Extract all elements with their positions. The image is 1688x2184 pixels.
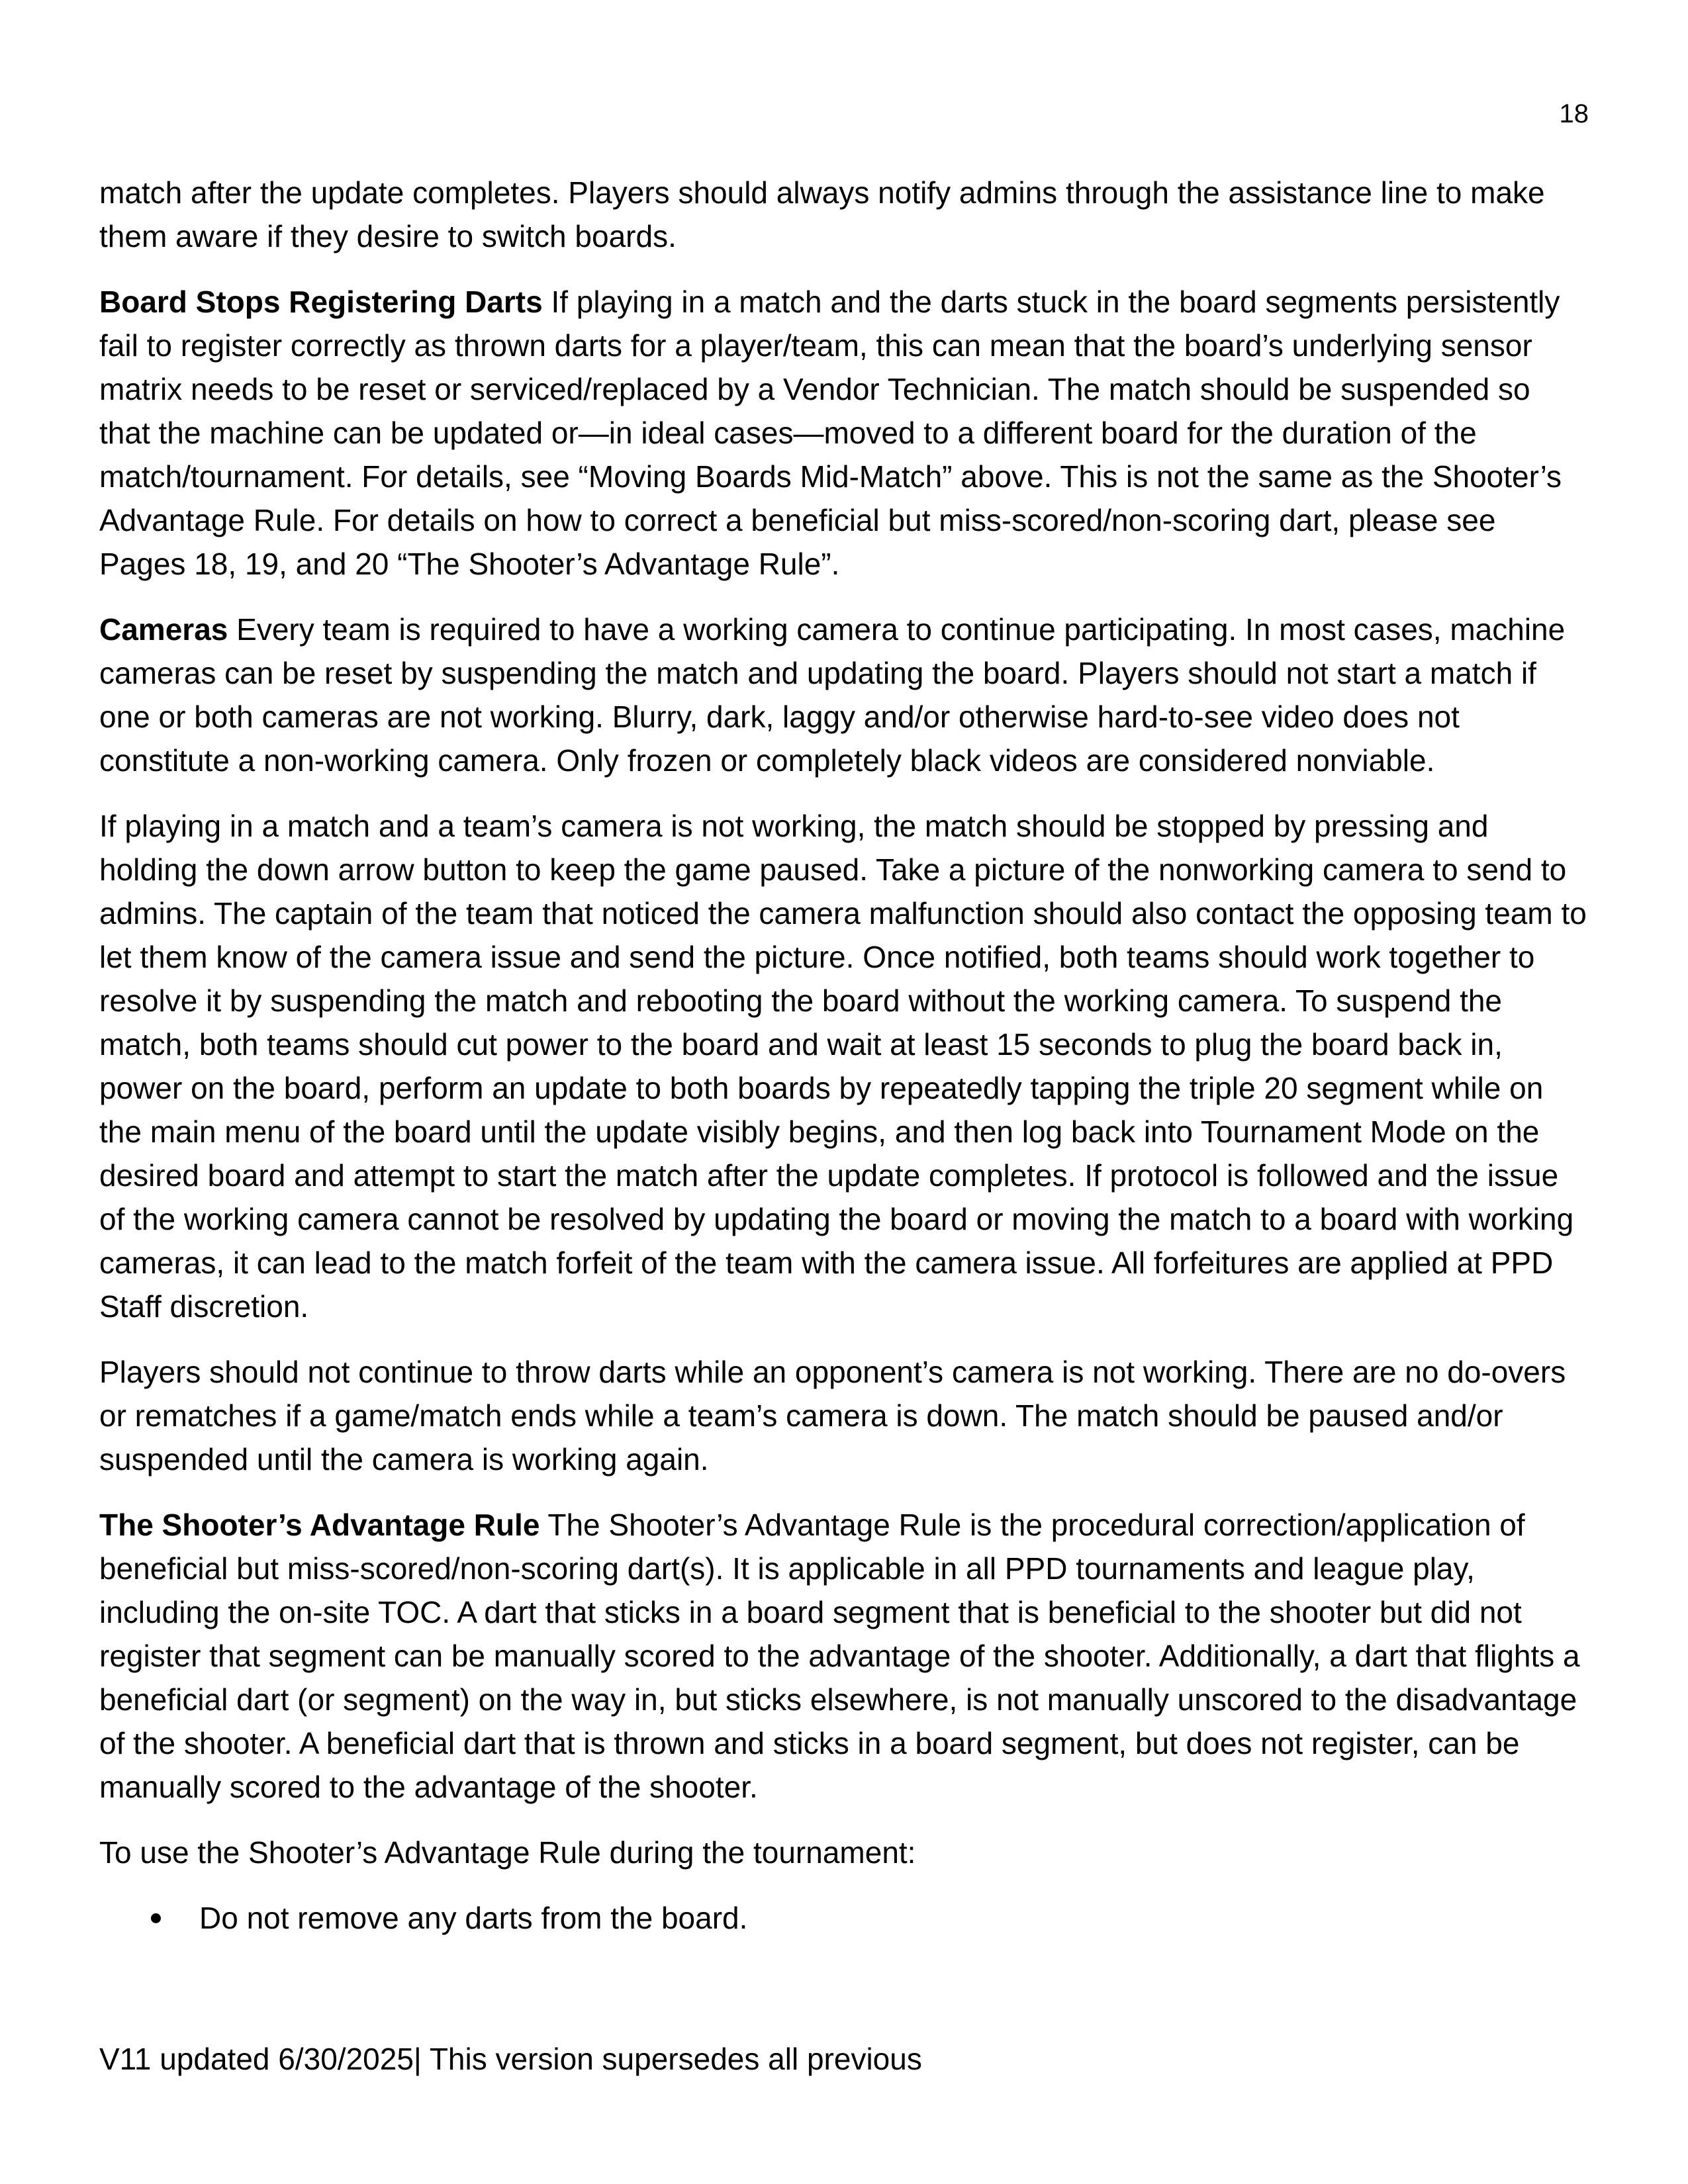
page-footer: V11 updated 6/30/2025| This version supersedes all previous (99, 2042, 922, 2076)
page-number: 18 (1559, 99, 1589, 128)
paragraph-shooters-advantage (99, 1503, 1589, 1809)
bullet-list (99, 1896, 1589, 1940)
bullet-icon (151, 1913, 161, 1923)
paragraph (99, 804, 1589, 1328)
bullet-text: Do not remove any darts from the board. (199, 1901, 748, 1935)
paragraph-board-stops-registering (99, 280, 1589, 586)
document-body (99, 171, 1589, 1940)
paragraph-text: If playing in a match and the darts stuck in the board segments persistently fail to register correctly as thrown darts for a player/team, this can mean that the board’s underlying sensor matrix needs to be reset or serviced/replaced by a Vendor Technician. The match should be suspended so that the machine can be updated or—in ideal cases—moved to a different board for the duration of the match/tournament. For details, see “Moving Boards Mid-Match” above. This is not the same as the Shooter’s Advantage Rule. For details on how to correct a beneficial but miss-scored/non-scoring dart, please see Pages 18, 19, and 20 “The Shooter’s Advantage Rule”. (99, 285, 1562, 581)
paragraph-heading: Cameras (99, 612, 228, 647)
paragraph-text: match after the update completes. Players should always notify admins through the assistance line to make them aware if they desire to switch boards. (99, 175, 1545, 253)
paragraph-text: The Shooter’s Advantage Rule is the procedural correction/application of beneficial but miss-scored/non-scoring dart(s). It is applicable in all PPD tournaments and league play, including the on-site TOC. A dart that sticks in a board segment that is beneficial to the shooter but did not register that segment can be manually scored to the advantage of the shooter. Additionally, a dart that flights a beneficial dart (or segment) on the way in, but sticks elsewhere, is not manually unscored to the disadvantage of the shooter. A beneficial dart that is thrown and sticks in a board segment, but does not register, can be manually scored to the advantage of the shooter. (99, 1508, 1580, 1804)
paragraph (99, 171, 1589, 258)
paragraph-heading: The Shooter’s Advantage Rule (99, 1508, 540, 1542)
paragraph-cameras (99, 608, 1589, 782)
paragraph (99, 1831, 1589, 1874)
paragraph-text: Players should not continue to throw darts while an opponent’s camera is not working. There are no do-overs or rematches if a game/match ends while a team’s camera is down. The match should be paused and/or suspended until the camera is working again. (99, 1355, 1566, 1477)
paragraph-text: Every team is required to have a working camera to continue participating. In most cases, machine cameras can be reset by suspending the match and updating the board. Players should not start a match if one or both cameras are not working. Blurry, dark, laggy and/or otherwise hard-to-see video does not constitute a non-working camera. Only frozen or completely black videos are considered nonviable. (99, 612, 1566, 778)
paragraph-text: To use the Shooter’s Advantage Rule during the tournament: (99, 1835, 916, 1870)
paragraph-heading: Board Stops Registering Darts (99, 285, 543, 319)
paragraph (99, 1350, 1589, 1481)
bullet-item (99, 1896, 1589, 1940)
paragraph-text: If playing in a match and a team’s camera is not working, the match should be stopped by pressing and holding the down arrow button to keep the game paused. Take a picture of the nonworking camera to send to admins. The captain of the team that noticed the camera malfunction should also contact the opposing team to let them know of the camera issue and send the picture. Once notified, both teams should work together to resolve it by suspending the match and rebooting the board without the working camera. To suspend the match, both teams should cut power to the board and wait at least 15 seconds to plug the board back in, power on the board, perform an update to both boards by repeatedly tapping the triple 20 segment while on the main menu of the board until the update visibly begins, and then log back into Tournament Mode on the desired board and attempt to start the match after the update completes. If protocol is followed and the issue of the working camera cannot be resolved by updating the board or moving the match to a board with working cameras, it can lead to the match forfeit of the team with the camera issue. All forfeitures are applied at PPD Staff discretion. (99, 809, 1587, 1324)
